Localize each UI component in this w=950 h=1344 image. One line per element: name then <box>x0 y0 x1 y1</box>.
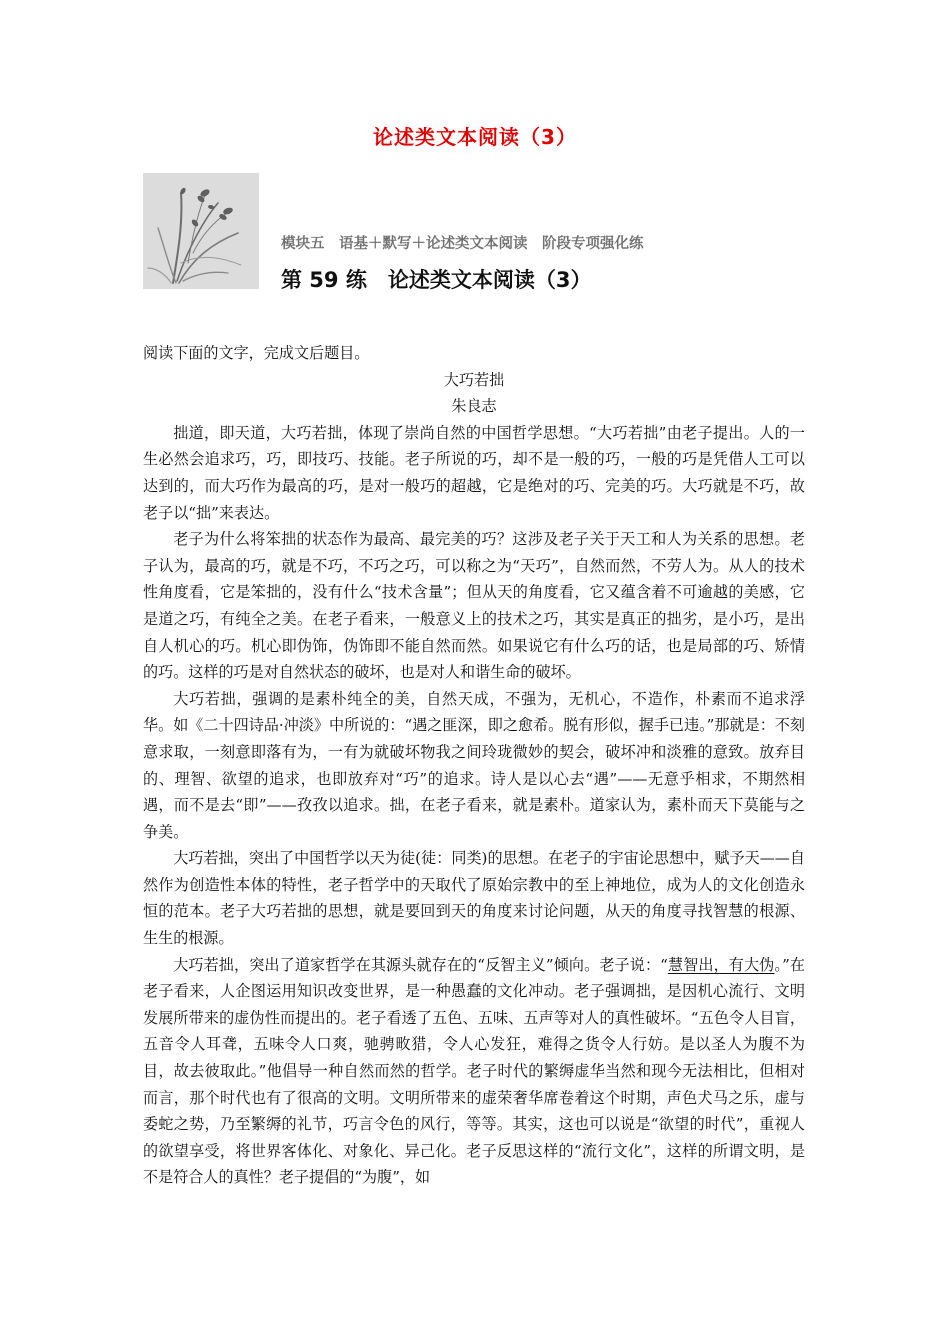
essay-paragraph: 老子为什么将笨拙的状态作为最高、最完美的巧？这涉及老子关于天工和人为关系的思想。老子认为，最高的巧，就是不巧，不巧之巧，可以称之为“天巧”，自然而然，不劳人为。从人的技术性角度看，它是笨拙的，没有什么“技术含量”；但从天的角度看，它又蕴含着不可逾越的美感，它是道之巧，有纯全之美。在老子看来，一般意义上的技术之巧，其实是真正的拙劣，是小巧，是出自人机心的巧。机心即伪饰，伪饰即不能自然而然。如果说它有什么巧的话，也是局部的巧、矫情的巧。这样的巧是对自然状态的破坏，也是对人和谐生命的破坏。 <box>143 530 805 682</box>
page-title: 论述类文本阅读（3） <box>373 125 577 149</box>
exercise-title: 第 59 练 论述类文本阅读（3） <box>281 268 592 292</box>
essay-paragraph <box>143 952 805 1191</box>
essay-paragraph: 大巧若拙，突出了中国哲学以天为徒(徒：同类)的思想。在老子的宇宙论思想中，赋予天——自然作为创造性本体的特性，老子哲学中的天取代了原始宗教中的至上神地位，成为人的文化创造永恒的范本。老子大巧若拙的思想，就是要回到天的角度来讨论问题，从天的角度寻找智慧的根源、生生的根源。 <box>143 849 805 948</box>
orchid-ink-painting-icon <box>143 173 259 289</box>
paragraph-text: 大巧若拙，突出了道家哲学在其源头就存在的“反智主义”倾向。老子说：“ <box>173 955 668 974</box>
reading-content <box>143 340 805 1191</box>
essay-author: 朱良志 <box>451 397 497 416</box>
underlined-quote: 慧智出，有大伪 <box>667 955 775 974</box>
essay-paragraph: 拙道，即天道，大巧若拙，体现了崇尚自然的中国哲学思想。“大巧若拙”由老子提出。人的一生必然会追求巧，巧，即技巧、技能。老子所说的巧，却不是一般的巧，一般的巧是凭借人工可以达到的，而大巧作为最高的巧，是对一般巧的超越，它是绝对的巧、完美的巧。大巧就是不巧，故老子以“拙”来表达。 <box>143 423 805 522</box>
module-line: 模块五 语基＋默写＋论述类文本阅读 阶段专项强化练 <box>281 235 644 252</box>
paragraph-text: 。”在老子看来，人企图运用知识改变世界，是一种愚蠢的文化冲动。老子强调拙，是因机心流行、文明发展所带来的虚伪性而提出的。老子看透了五色、五味、五声等对人的真性破坏。“五色令人目盲，五音令人耳聋，五味令人口爽，驰骋畋猎，令人心发狂，难得之货令人行妨。是以圣人为腹不为目，故去彼取此。”他倡导一种自然而然的哲学。老子时代的繁缛虚华当然和现今无法相比，但相对而言，那个时代也有了很高的文明。文明所带来的虚荣奢华席卷着这个时期，声色犬马之乐，虚与委蛇之势，乃至繁缛的礼节，巧言令色的风行，等等。其实，这也可以说是“欲望的时代”，重视人的欲望享受，将世界客体化、对象化、异己化。老子反思这样的“流行文化”，这样的所谓文明，是不是符合人的真性？老子提倡的“为腹”，如 <box>143 955 805 1187</box>
essay-paragraph: 大巧若拙，强调的是素朴纯全的美，自然天成，不强为，无机心，不造作，朴素而不追求浮华。如《二十四诗品·冲淡》中所说的：“遇之匪深，即之愈希。脱有形似，握手已违。”那就是：不刻意求取，一刻意即落有为，一有为就破坏物我之间玲珑微妙的契会，破坏冲和淡雅的意致。放弃目的、理智、欲望的追求，也即放弃对“巧”的追求。诗人是以心去“遇”——无意乎相求，不期然相遇，而不是去“即”——孜孜以追求。拙，在老子看来，就是素朴。道家认为，素朴而天下莫能与之争美。 <box>143 689 805 841</box>
essay-title: 大巧若拙 <box>443 370 505 389</box>
instruction-text: 阅读下面的文字，完成文后题目。 <box>143 344 370 362</box>
